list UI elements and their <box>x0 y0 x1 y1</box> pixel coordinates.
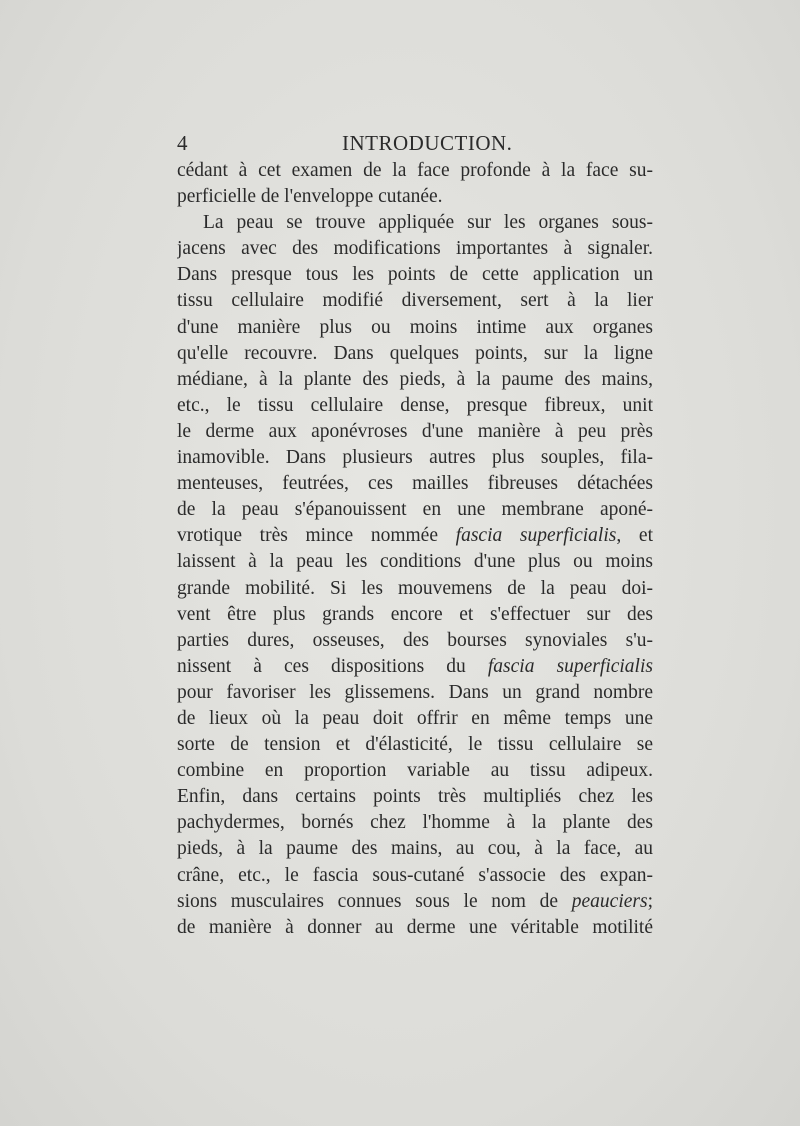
text-line: tissu cellulaire modifié diversement, sert à la lier <box>177 290 653 312</box>
text-line: nissent à ces dispositions du fascia superficialis <box>177 655 653 677</box>
body-text <box>177 158 653 941</box>
italic-term: peauciers <box>571 890 648 912</box>
text-line: vent être plus grands encore et s'effectuer sur des <box>177 603 653 625</box>
italic-term: fascia superficialis <box>487 655 653 677</box>
page-number: 4 <box>177 131 188 155</box>
italic-term: fascia superficialis <box>455 525 617 547</box>
running-title: INTRODUCTION. <box>342 131 513 155</box>
text-line: menteuses, feutrées, ces mailles fibreuses détachées <box>177 473 653 495</box>
text-line: etc., le tissu cellulaire dense, presque fibreux, unit <box>177 394 653 416</box>
text-line: crâne, etc., le fascia sous-cutané s'associe des expan- <box>177 864 653 886</box>
text-line: médiane, à la plante des pieds, à la paume des mains, <box>177 368 653 390</box>
text-line: pieds, à la paume des mains, au cou, à la face, au <box>177 838 653 860</box>
text-line: pour favoriser les glissemens. Dans un grand nombre <box>177 681 653 703</box>
page-header <box>177 128 653 158</box>
text-line: sorte de tension et d'élasticité, le tissu cellulaire se <box>177 734 653 756</box>
text-line: le derme aux aponévroses d'une manière à peu près <box>177 420 653 442</box>
text-line: vrotique très mince nommée fascia superficialis, et <box>177 525 653 547</box>
text-line: jacens avec des modifications importantes à signaler. <box>177 238 653 260</box>
text-line: pachydermes, bornés chez l'homme à la plante des <box>177 812 653 834</box>
text-line: combine en proportion variable au tissu adipeux. <box>177 760 653 782</box>
text-line: laissent à la peau les conditions d'une plus ou moins <box>177 551 653 573</box>
text-line: perficielle de l'enveloppe cutanée. <box>177 186 443 208</box>
text-line: inamovible. Dans plusieurs autres plus souples, fila- <box>177 447 653 469</box>
text-line: de la peau s'épanouissent en une membrane aponé- <box>177 499 653 521</box>
text-line: de manière à donner au derme une véritable motilité <box>177 916 653 938</box>
text-line: parties dures, osseuses, des bourses synoviales s'u- <box>177 629 653 651</box>
text-line: cédant à cet examen de la face profonde à la face su- <box>177 160 653 181</box>
text-line: d'une manière plus ou moins intime aux organes <box>177 316 653 338</box>
text-line: La peau se trouve appliquée sur les organes sous- <box>203 212 653 234</box>
text-line: Enfin, dans certains points très multipliés chez les <box>177 786 653 808</box>
text-line: sions musculaires connues sous le nom de peauciers; <box>177 890 653 912</box>
text-line: de lieux où la peau doit offrir en même temps une <box>177 707 653 729</box>
text-line: grande mobilité. Si les mouvemens de la peau doi- <box>177 577 653 599</box>
text-line: Dans presque tous les points de cette application un <box>177 264 653 286</box>
text-line: qu'elle recouvre. Dans quelques points, sur la ligne <box>177 342 653 364</box>
